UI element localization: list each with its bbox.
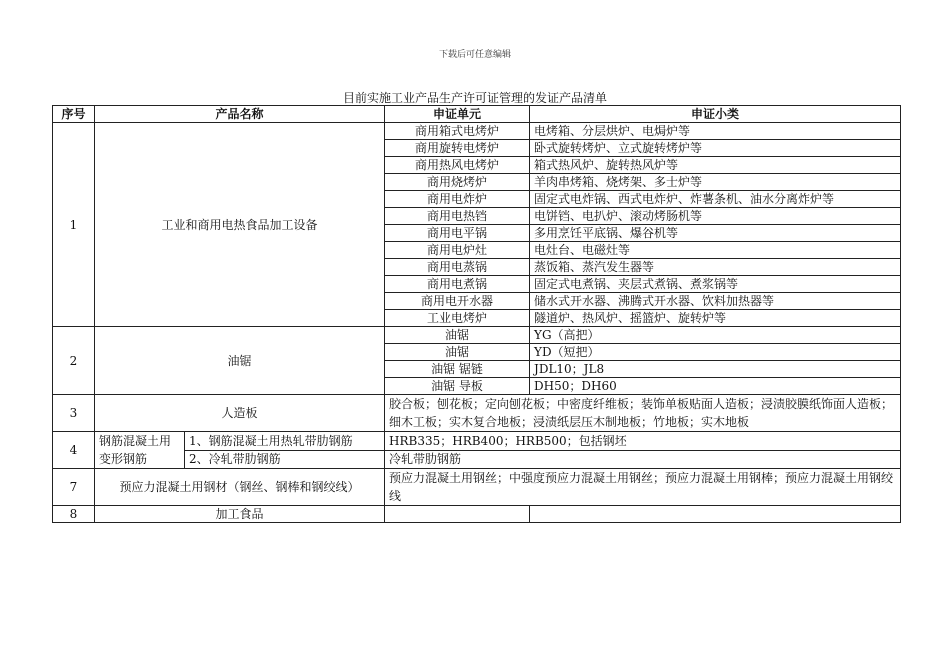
cert-unit: 商用电热铛 bbox=[385, 208, 530, 225]
table-row bbox=[53, 395, 901, 432]
cert-unit: 油锯 导板 bbox=[385, 378, 530, 395]
row-number: 1 bbox=[53, 123, 95, 327]
cert-unit: 商用电炸炉 bbox=[385, 191, 530, 208]
cert-unit: 商用箱式电烤炉 bbox=[385, 123, 530, 140]
table-header-row bbox=[53, 106, 901, 123]
cert-subclass: HRB335；HRB400；HRB500；包括钢坯 bbox=[385, 432, 901, 451]
cert-unit: 油锯 bbox=[385, 344, 530, 361]
cert-unit: 商用旋转电烤炉 bbox=[385, 140, 530, 157]
cert-subclass: 箱式热风炉、旋转热风炉等 bbox=[530, 157, 901, 174]
cert-subclass: 预应力混凝土用钢丝；中强度预应力混凝土用钢丝；预应力混凝土用钢棒；预应力混凝土用钢绞线 bbox=[385, 469, 901, 506]
cert-subclass: 电饼铛、电扒炉、滚动烤肠机等 bbox=[530, 208, 901, 225]
cert-subclass bbox=[530, 506, 901, 523]
cert-subclass: 多用烹饪平底锅、爆谷机等 bbox=[530, 225, 901, 242]
cert-subclass: 胶合板；刨花板；定向刨花板；中密度纤维板；装饰单板贴面人造板；浸渍胶膜纸饰面人造板；细木工板；实木复合地板；浸渍纸层压木制地板；竹地板；实木地板 bbox=[385, 395, 901, 432]
cert-unit: 1、钢筋混凝土用热轧带肋钢筋 bbox=[185, 432, 385, 451]
cert-subclass: YD（短把） bbox=[530, 344, 901, 361]
cert-subclass: YG（高把） bbox=[530, 327, 901, 344]
cert-unit: 商用烧烤炉 bbox=[385, 174, 530, 191]
document-title: 目前实施工业产品生产许可证管理的发证产品清单 bbox=[342, 91, 607, 105]
product-name: 钢筋混凝土用变形钢筋 bbox=[95, 432, 185, 469]
table-row bbox=[53, 327, 901, 344]
product-name: 人造板 bbox=[95, 395, 385, 432]
cert-unit: 商用电蒸锅 bbox=[385, 259, 530, 276]
cert-unit: 油锯 bbox=[385, 327, 530, 344]
cert-subclass: 储水式开水器、沸腾式开水器、饮料加热器等 bbox=[530, 293, 901, 310]
column-header-name: 产品名称 bbox=[95, 106, 385, 123]
row-number: 8 bbox=[53, 506, 95, 523]
cert-unit: 工业电烤炉 bbox=[385, 310, 530, 327]
header-note: 下载后可任意编辑 bbox=[438, 50, 511, 60]
cert-unit bbox=[385, 506, 530, 523]
product-name: 预应力混凝土用钢材（钢丝、钢棒和钢绞线） bbox=[95, 469, 385, 506]
cert-subclass: DH50；DH60 bbox=[530, 378, 901, 395]
cert-unit: 商用热风电烤炉 bbox=[385, 157, 530, 174]
column-header-subclass: 申证小类 bbox=[530, 106, 901, 123]
cert-subclass: 电灶台、电磁灶等 bbox=[530, 242, 901, 259]
row-number: 2 bbox=[53, 327, 95, 395]
cert-subclass: 隧道炉、热风炉、摇篮炉、旋转炉等 bbox=[530, 310, 901, 327]
cert-unit: 商用电开水器 bbox=[385, 293, 530, 310]
column-header-no: 序号 bbox=[53, 106, 95, 123]
column-header-unit: 申证单元 bbox=[385, 106, 530, 123]
cert-subclass: 电烤箱、分层烘炉、电焗炉等 bbox=[530, 123, 901, 140]
cert-unit: 商用电炉灶 bbox=[385, 242, 530, 259]
cert-subclass: 羊肉串烤箱、烧烤架、多士炉等 bbox=[530, 174, 901, 191]
cert-subclass: 冷轧带肋钢筋 bbox=[385, 450, 901, 469]
product-name: 工业和商用电热食品加工设备 bbox=[95, 123, 385, 327]
table-row bbox=[53, 469, 901, 506]
product-list-table bbox=[52, 105, 901, 523]
cert-subclass: JDL10；JL8 bbox=[530, 361, 901, 378]
table-row bbox=[53, 506, 901, 523]
row-number: 4 bbox=[53, 432, 95, 469]
cert-unit: 2、冷轧带肋钢筋 bbox=[185, 450, 385, 469]
cert-unit: 商用电平锅 bbox=[385, 225, 530, 242]
cert-subclass: 蒸饭箱、蒸汽发生器等 bbox=[530, 259, 901, 276]
product-name: 加工食品 bbox=[95, 506, 385, 523]
table-row bbox=[53, 432, 901, 451]
cert-subclass: 固定式电炸锅、西式电炸炉、炸薯条机、油水分离炸炉等 bbox=[530, 191, 901, 208]
product-name: 油锯 bbox=[95, 327, 385, 395]
table-row bbox=[53, 123, 901, 140]
cert-unit: 油锯 锯链 bbox=[385, 361, 530, 378]
cert-unit: 商用电煮锅 bbox=[385, 276, 530, 293]
row-number: 7 bbox=[53, 469, 95, 506]
cert-subclass: 卧式旋转烤炉、立式旋转烤炉等 bbox=[530, 140, 901, 157]
cert-subclass: 固定式电煮锅、夹层式煮锅、煮浆锅等 bbox=[530, 276, 901, 293]
row-number: 3 bbox=[53, 395, 95, 432]
